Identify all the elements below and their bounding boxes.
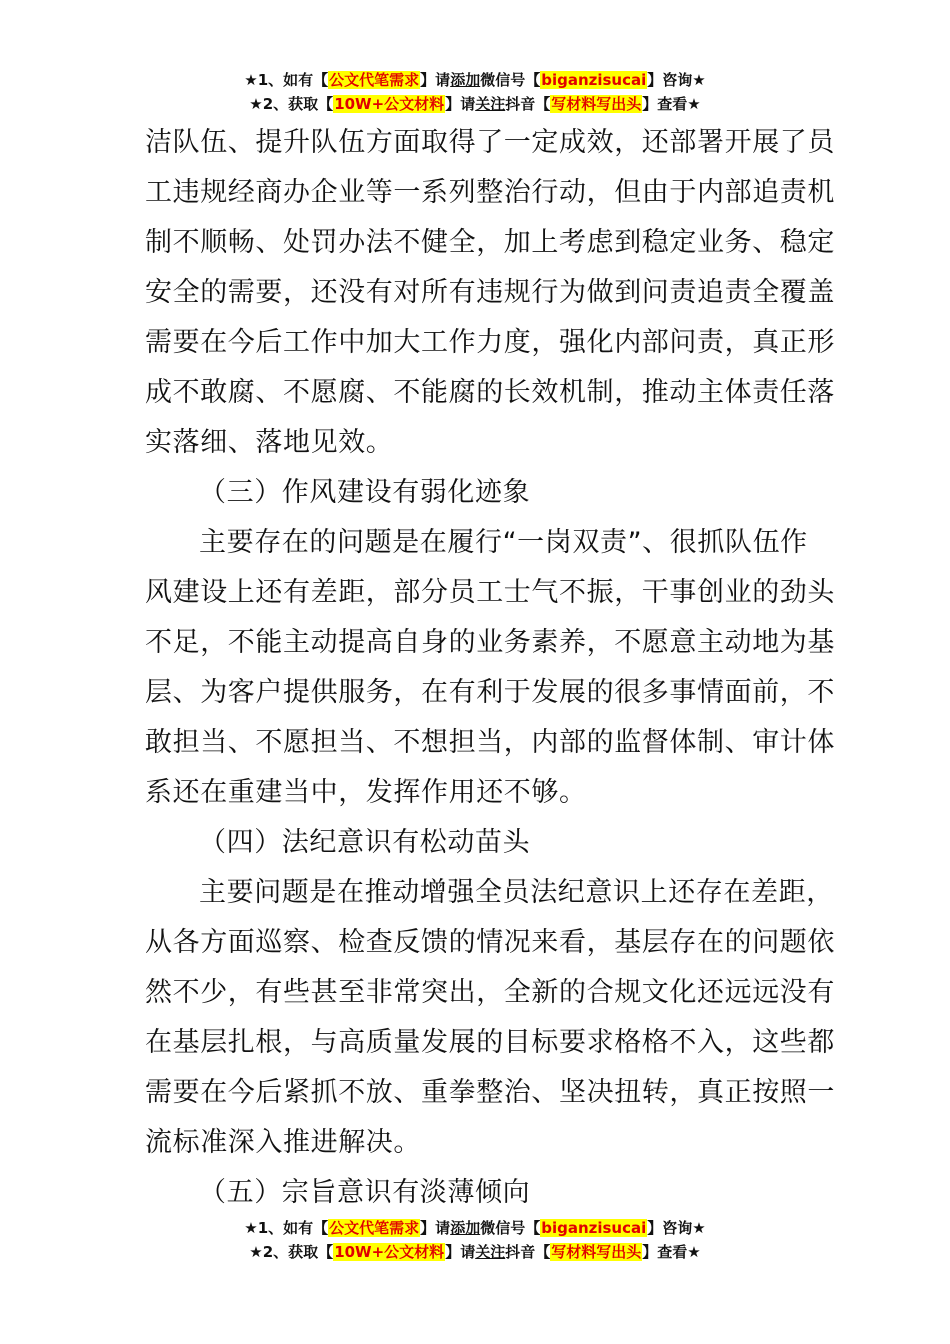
highlight-text: 10W+公文材料: [334, 1243, 445, 1261]
banner-text: 】请: [420, 71, 451, 89]
underlined-text: 关注: [475, 1243, 506, 1261]
douyin-account: 写材料写出头: [551, 95, 642, 113]
banner-text: 】请: [445, 1243, 476, 1261]
paragraph-line: 主要问题是在推动增强全员法纪意识上还存在差距，: [199, 877, 834, 908]
paragraph-line: 主要存在的问题是在履行“一岗双责”、很抓队伍作: [199, 527, 808, 558]
underlined-text: 添加: [450, 71, 481, 89]
paragraph-line: 风建设上还有差距，部分员工士气不振，干事创业的劲头: [145, 577, 835, 608]
banner-text: ★2、获取【: [249, 95, 334, 113]
banner-line-2: [0, 1240, 950, 1264]
banner-text: 】查看★: [642, 95, 701, 113]
section-heading-3: （三）作风建设有弱化迹象: [199, 477, 531, 508]
paragraph-line: 需要在今后紧抓不放、重拳整治、坚决扭转，真正按照一: [145, 1077, 835, 1108]
paragraph-line: 制不顺畅、处罚办法不健全，加上考虑到稳定业务、稳定: [145, 227, 835, 258]
paragraph-line: 从各方面巡察、检查反馈的情况来看，基层存在的问题依: [145, 927, 835, 958]
douyin-account: 写材料写出头: [551, 1243, 642, 1261]
paragraph-line: 系还在重建当中，发挥作用还不够。: [145, 777, 587, 808]
paragraph-line: 流标准深入推进解决。: [145, 1127, 421, 1158]
banner-text: 微信号【: [480, 1219, 541, 1237]
paragraph-line: 不足，不能主动提高自身的业务素养，不愿意主动地为基: [145, 627, 835, 658]
banner-text: 】咨询★: [647, 1219, 706, 1237]
paragraph-line: 需要在今后工作中加大工作力度，强化内部问责，真正形: [145, 327, 835, 358]
banner-text: 抖音【: [505, 95, 551, 113]
underlined-text: 关注: [475, 95, 506, 113]
banner-text: 】请: [420, 1219, 451, 1237]
document-body: [145, 118, 835, 1218]
section-heading-5: （五）宗旨意识有淡薄倾向: [199, 1177, 531, 1208]
highlight-text: 公文代笔需求: [329, 1219, 420, 1237]
paragraph-line: 然不少，有些甚至非常突出，全新的合规文化还远远没有: [145, 977, 835, 1008]
banner-text: 抖音【: [505, 1243, 551, 1261]
banner-text: 】咨询★: [647, 71, 706, 89]
paragraph-line: 实落细、落地见效。: [145, 427, 394, 458]
paragraph-line: 成不敢腐、不愿腐、不能腐的长效机制，推动主体责任落: [145, 377, 835, 408]
wechat-id: biganzisucai: [541, 1219, 647, 1237]
banner-text: 】请: [445, 95, 476, 113]
banner-line-2: [0, 92, 950, 116]
underlined-text: 添加: [450, 1219, 481, 1237]
banner-text: ★1、如有【: [244, 71, 329, 89]
paragraph-line: 安全的需要，还没有对所有违规行为做到问责追责全覆盖: [145, 277, 835, 308]
paragraph-line: 工违规经商办企业等一系列整治行动，但由于内部追责机: [145, 177, 835, 208]
highlight-text: 10W+公文材料: [334, 95, 445, 113]
section-heading-4: （四）法纪意识有松动苗头: [199, 827, 531, 858]
highlight-text: 公文代笔需求: [329, 71, 420, 89]
banner-line-1: [0, 68, 950, 92]
wechat-id: biganzisucai: [541, 71, 647, 89]
paragraph-line: 敢担当、不愿担当、不想担当，内部的监督体制、审计体: [145, 727, 835, 758]
paragraph-line: 洁队伍、提升队伍方面取得了一定成效，还部署开展了员: [145, 127, 835, 158]
paragraph-line: 在基层扎根，与高质量发展的目标要求格格不入，这些都: [145, 1027, 835, 1058]
banner-text: ★2、获取【: [249, 1243, 334, 1261]
paragraph-line: 层、为客户提供服务，在有利于发展的很多事情面前，不: [145, 677, 835, 708]
footer-banner: [0, 1216, 950, 1264]
header-banner: [0, 68, 950, 116]
banner-text: ★1、如有【: [244, 1219, 329, 1237]
banner-text: 】查看★: [642, 1243, 701, 1261]
banner-text: 微信号【: [480, 71, 541, 89]
banner-line-1: [0, 1216, 950, 1240]
